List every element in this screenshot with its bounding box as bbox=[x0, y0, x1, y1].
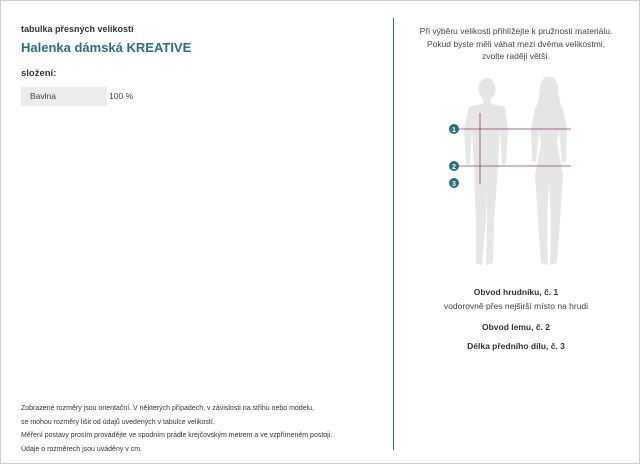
note-line: Údaje o rozměrech jsou uváděny v cm. bbox=[21, 445, 142, 453]
measurement-title: Obvod lemu, č. 2 bbox=[481, 322, 551, 332]
note-line: Měření postavy prosím provádějte ve spodním prádle krejčovským metrem a ve vzpřímeném postoji. bbox=[21, 432, 333, 440]
marker-1-icon bbox=[449, 124, 459, 134]
measurement-notes bbox=[21, 402, 371, 456]
left-column bbox=[21, 1, 381, 463]
section-eyebrow: tabulka přesných velikostí bbox=[21, 24, 134, 34]
measurement-title: Obvod hrudníku, č. 1 bbox=[473, 287, 559, 297]
male-silhouette bbox=[464, 78, 508, 265]
composition-label: složení: bbox=[21, 68, 57, 79]
svg-text:1: 1 bbox=[452, 126, 456, 134]
note-line: se mohou rozměry lišit od údajů uvedených v tabulce velikostí. bbox=[21, 418, 215, 426]
product-title: Halenka dámská KREATIVE bbox=[21, 40, 192, 55]
column-divider bbox=[393, 18, 394, 450]
measurement-1 bbox=[396, 287, 636, 311]
composition-row bbox=[21, 87, 221, 106]
marker-2-icon bbox=[449, 161, 459, 171]
svg-text:3: 3 bbox=[452, 180, 456, 188]
composition-percent: 100 % bbox=[109, 91, 134, 101]
composition-material: Bavlna bbox=[21, 87, 107, 106]
measurement-title: Délka předního dílu, č. 3 bbox=[467, 341, 565, 351]
female-silhouette bbox=[531, 77, 567, 266]
intro-line: Pokud byste měli váhat mezi dvěma velikostmi, bbox=[426, 38, 606, 49]
body-figure-illustration bbox=[436, 71, 596, 271]
measurement-3 bbox=[396, 341, 636, 351]
measurement-2 bbox=[396, 322, 636, 332]
marker-3-icon bbox=[449, 178, 459, 188]
intro-line: Při výběru velikosti přihlížejte k pružnosti materiálu. bbox=[419, 26, 613, 36]
measurement-description: vodorovně přes nejširší místo na hrudi bbox=[443, 301, 589, 311]
intro-line: zvolte raději větší. bbox=[481, 51, 551, 61]
size-guide-intro bbox=[396, 25, 636, 63]
size-guide bbox=[396, 1, 636, 463]
note-line: Zobrazené rozměry jsou orientační. V některých případech, v závislosti na střihu nebo modelu, bbox=[21, 405, 314, 412]
svg-text:2: 2 bbox=[452, 163, 456, 171]
